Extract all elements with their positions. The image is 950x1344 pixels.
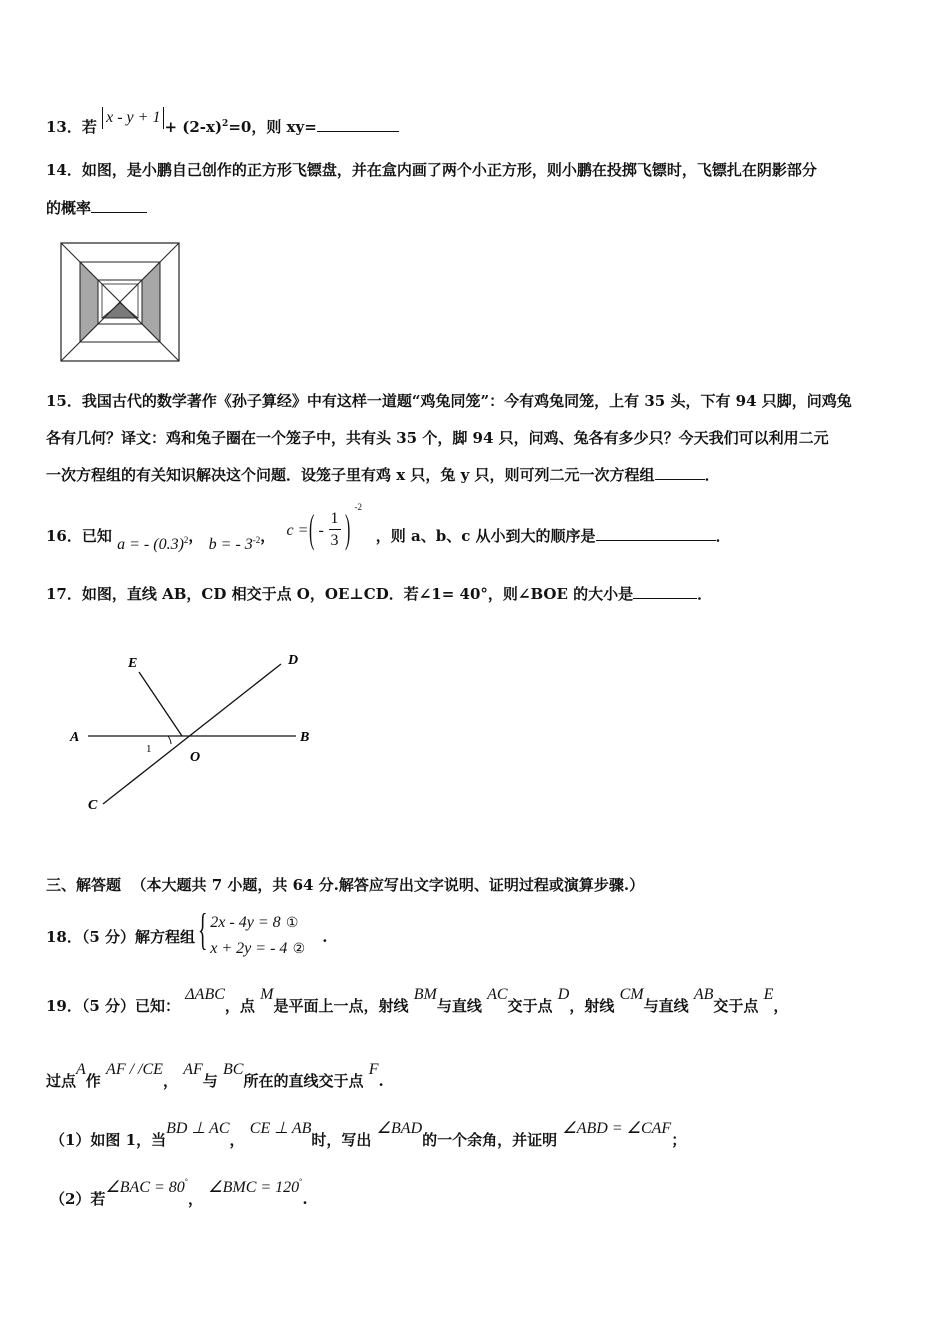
answer-blank[interactable] bbox=[91, 212, 147, 213]
ce-perp-ab: CE ⊥ AB bbox=[249, 1120, 312, 1137]
q19-text: 作 bbox=[85, 1072, 101, 1090]
intersecting-lines-figure bbox=[60, 645, 330, 825]
eq2-mark: ② bbox=[292, 942, 306, 957]
q19-text: ，点 bbox=[224, 997, 255, 1015]
c-exponent: -2 bbox=[354, 502, 363, 512]
eq2-text: x + 2y = - 4 bbox=[210, 940, 288, 957]
q13-text: 若 bbox=[81, 118, 97, 136]
q15-period: ． bbox=[704, 466, 720, 484]
right-paren: ) bbox=[344, 506, 350, 551]
q19-text: 过点 bbox=[46, 1072, 77, 1090]
section-description: （本大题共 7 小题，共 64 分.解答应写出文字说明、证明过程或演算步骤.） bbox=[131, 876, 645, 894]
q19-text: ， bbox=[773, 997, 789, 1015]
question-16 bbox=[46, 502, 731, 553]
line-af: AF bbox=[183, 1061, 203, 1078]
eq1-text: 2x - 4y = 8 bbox=[210, 914, 281, 931]
q14-text: 如图，是小鹏自己创作的正方形飞镖盘，并在盒内画了两个小正方形，则小鹏在投掷飞镖时，飞镖扎在阴影部分 bbox=[81, 161, 817, 179]
equation-2 bbox=[210, 941, 305, 957]
label-D: D bbox=[288, 653, 299, 668]
answer-blank[interactable] bbox=[596, 540, 716, 541]
point-f: F bbox=[368, 1061, 379, 1078]
angle-1-arc bbox=[168, 736, 171, 744]
question-15-line3 bbox=[46, 468, 720, 483]
angle-bmc-value: ∠BMC = 120 bbox=[208, 1179, 300, 1196]
ray-cm: CM bbox=[619, 986, 644, 1003]
question-19-line2 bbox=[46, 1061, 384, 1090]
answer-blank[interactable] bbox=[655, 479, 705, 480]
abs-content: x - y + 1 bbox=[106, 109, 161, 126]
angle-bad: ∠BAD bbox=[376, 1120, 423, 1137]
question-number: 13． bbox=[46, 118, 82, 136]
q19-part1-text: 时，写出 bbox=[311, 1131, 372, 1149]
answer-blank[interactable] bbox=[633, 598, 697, 599]
point-d: D bbox=[557, 986, 570, 1003]
angle-bac-value: ∠BAC = 80 bbox=[105, 1179, 185, 1196]
left-paren: ( bbox=[308, 506, 314, 551]
degree-mark: ° bbox=[184, 1177, 188, 1186]
q18-label: （5 分）解方程组 bbox=[81, 928, 196, 946]
label-E: E bbox=[128, 656, 138, 671]
a-exponent: 2 bbox=[183, 535, 189, 545]
question-number: 17． bbox=[46, 585, 82, 603]
q19-part1-text: ， bbox=[229, 1131, 245, 1149]
q16-text: ，则 a、b、c 从小到大的顺序是 bbox=[375, 527, 596, 545]
q13-square-term: + (2-x) bbox=[164, 118, 223, 136]
question-number: 19． bbox=[46, 997, 82, 1015]
q19-text: 与 bbox=[202, 1072, 218, 1090]
equation-1 bbox=[210, 915, 298, 931]
q19-part1-text: ； bbox=[671, 1131, 687, 1149]
line-CD bbox=[103, 664, 281, 804]
question-number: 18． bbox=[46, 928, 82, 946]
q13-text-end: =0，则 xy= bbox=[228, 118, 317, 136]
dartboard-figure bbox=[58, 240, 184, 364]
question-19-line1 bbox=[46, 986, 789, 1015]
q16-period: ． bbox=[715, 527, 731, 545]
q19-text: ，射线 bbox=[569, 997, 615, 1015]
q19-text: 与直线 bbox=[436, 997, 482, 1015]
question-15-line1 bbox=[46, 394, 852, 409]
q15-text: 各有几何？译文：鸡和兔子圈在一个笼子中，共有头 35 个，脚 94 只，问鸡、兔各有多少只？今天我们可以利用二元 bbox=[46, 429, 829, 447]
label-angle-1: 1 bbox=[146, 743, 152, 755]
label-C: C bbox=[88, 798, 98, 813]
b-exponent: -2 bbox=[252, 535, 261, 545]
q17-text: 如图，直线 AB，CD 相交于点 O，OE⊥CD．若∠1= 40°，则∠BOE 的大小是 bbox=[81, 585, 634, 603]
bd-perp-ac: BD ⊥ AC bbox=[166, 1120, 230, 1137]
q17-period: ． bbox=[697, 585, 713, 603]
q19-text: 交于点 bbox=[713, 997, 759, 1015]
point-m: M bbox=[260, 986, 274, 1003]
q16-text: 已知 bbox=[81, 527, 112, 545]
separator: ， bbox=[188, 527, 204, 545]
line-bc: BC bbox=[222, 1061, 244, 1078]
q13-exponent: 2 bbox=[222, 119, 229, 129]
line-ac: AC bbox=[487, 986, 508, 1003]
triangle-abc: ΔABC bbox=[185, 986, 225, 1003]
c-numerator: 1 bbox=[330, 510, 339, 527]
ray-bm: BM bbox=[413, 986, 437, 1003]
degree-mark: ° bbox=[299, 1177, 303, 1186]
absolute-value-expression bbox=[102, 107, 164, 129]
q19-label: （5 分）已知： bbox=[81, 997, 181, 1015]
question-17 bbox=[46, 587, 712, 602]
q19-text: 交于点 bbox=[507, 997, 553, 1015]
section-3-heading bbox=[46, 878, 644, 893]
section-title: 三、解答题 bbox=[46, 876, 122, 894]
eq1-mark: ① bbox=[285, 916, 299, 931]
c-minus: - bbox=[318, 522, 324, 539]
q19-text: 所在的直线交于点 bbox=[243, 1072, 364, 1090]
label-O: O bbox=[190, 750, 201, 765]
q19-text: . bbox=[378, 1072, 384, 1090]
c-expression bbox=[281, 502, 371, 551]
q15-text: 我国古代的数学著作《孙子算经》中有这样一道题“鸡兔同笼”：今有鸡兔同笼，上有 35 头，下有 94 只脚，问鸡兔 bbox=[81, 392, 852, 410]
a-expression: a = - (0.3) bbox=[117, 536, 184, 553]
q19-part1-text: （1）如图 1，当 bbox=[50, 1131, 167, 1149]
label-A: A bbox=[70, 730, 80, 745]
point-e: E bbox=[763, 986, 774, 1003]
angle-equation: ∠ABD = ∠CAF bbox=[562, 1120, 672, 1137]
q19-text: 是平面上一点，射线 bbox=[273, 997, 409, 1015]
system-brace: { bbox=[198, 905, 208, 954]
af-parallel-ce: AF / /CE bbox=[106, 1061, 163, 1078]
c-lhs: c = bbox=[286, 522, 309, 539]
question-14-line1 bbox=[46, 163, 817, 178]
question-number: 15． bbox=[46, 392, 82, 410]
q15-text: 一次方程组的有关知识解决这个问题．设笼子里有鸡 x 只，兔 y 只，则可列二元一次方程组 bbox=[46, 466, 655, 484]
question-number: 16． bbox=[46, 527, 82, 545]
question-19-part2 bbox=[50, 1177, 308, 1208]
line-ab: AB bbox=[693, 986, 714, 1003]
question-14-line2 bbox=[46, 201, 147, 216]
q19-text: 与直线 bbox=[643, 997, 689, 1015]
question-15-line2 bbox=[46, 431, 829, 446]
question-13 bbox=[46, 109, 399, 139]
ray-OE bbox=[139, 672, 182, 736]
separator: ， bbox=[260, 527, 276, 545]
c-denominator: 3 bbox=[330, 532, 339, 549]
q19-part2-text: ， bbox=[188, 1190, 204, 1208]
label-B: B bbox=[300, 730, 310, 745]
q19-part1-text: 的一个余角，并证明 bbox=[422, 1131, 558, 1149]
point-a: A bbox=[76, 1061, 86, 1078]
b-expression: b = - 3 bbox=[208, 536, 253, 553]
q19-part2-text: . bbox=[302, 1190, 308, 1208]
q19-part2-text: （2）若 bbox=[50, 1190, 106, 1208]
question-number: 14． bbox=[46, 161, 82, 179]
question-19-part1 bbox=[50, 1120, 687, 1149]
equation-system bbox=[198, 905, 322, 957]
q14-text: 的概率 bbox=[46, 199, 92, 217]
fraction-bar bbox=[329, 529, 341, 530]
q18-period: . bbox=[322, 928, 328, 946]
question-18 bbox=[46, 905, 328, 957]
q19-text: ， bbox=[162, 1072, 178, 1090]
answer-blank[interactable] bbox=[317, 131, 399, 132]
